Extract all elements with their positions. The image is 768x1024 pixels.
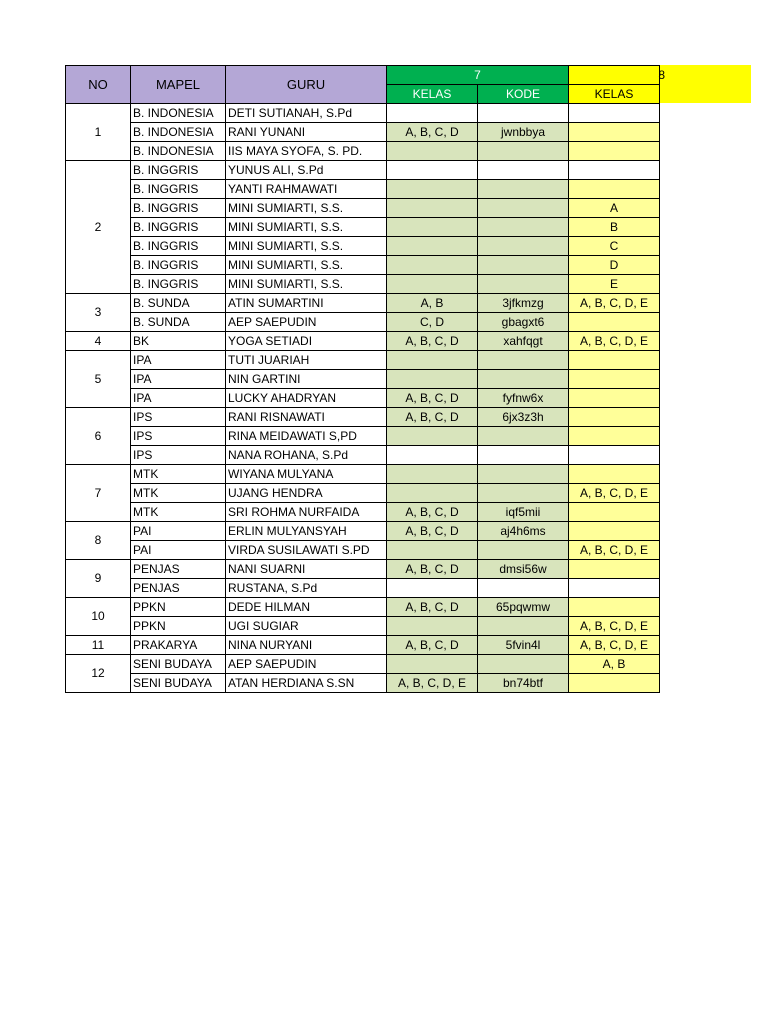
cell-kelas-8[interactable] — [569, 351, 660, 370]
cell-mapel[interactable]: IPS — [131, 427, 226, 446]
cell-mapel[interactable]: IPS — [131, 408, 226, 427]
cell-kelas-8[interactable]: C — [569, 237, 660, 256]
cell-kelas-8[interactable] — [569, 180, 660, 199]
header-guru[interactable]: GURU — [226, 66, 387, 104]
cell-kode-7[interactable] — [478, 427, 569, 446]
cell-kelas-7[interactable] — [387, 199, 478, 218]
cell-kelas-7[interactable] — [387, 180, 478, 199]
cell-kelas-8[interactable] — [569, 503, 660, 522]
cell-kelas-8[interactable] — [569, 446, 660, 465]
cell-kelas-7[interactable] — [387, 484, 478, 503]
cell-guru[interactable]: MINI SUMIARTI, S.S. — [226, 256, 387, 275]
table-row — [66, 218, 660, 237]
cell-kelas-8[interactable]: A — [569, 199, 660, 218]
cell-kelas-8[interactable]: E — [569, 275, 660, 294]
cell-kelas-7[interactable]: A, B, C, D, E — [387, 674, 478, 693]
cell-kelas-8[interactable] — [569, 370, 660, 389]
cell-kode-7[interactable]: fyfnw6x — [478, 389, 569, 408]
cell-kelas-8[interactable]: A, B, C, D, E — [569, 541, 660, 560]
cell-kelas-7[interactable] — [387, 237, 478, 256]
cell-kelas-7[interactable]: A, B — [387, 294, 478, 313]
cell-guru[interactable]: RUSTANA, S.Pd — [226, 579, 387, 598]
cell-no[interactable]: 12 — [66, 655, 131, 693]
cell-kode-7[interactable] — [478, 465, 569, 484]
cell-guru[interactable]: MINI SUMIARTI, S.S. — [226, 275, 387, 294]
teacher-schedule-table — [65, 65, 665, 693]
cell-mapel[interactable]: PAI — [131, 522, 226, 541]
cell-kode-7[interactable] — [478, 161, 569, 180]
table-row — [66, 655, 660, 674]
cell-no[interactable]: 10 — [66, 598, 131, 636]
cell-mapel[interactable]: PENJAS — [131, 579, 226, 598]
cell-kode-7[interactable]: 3jfkmzg — [478, 294, 569, 313]
cell-kode-7[interactable] — [478, 541, 569, 560]
header-mapel[interactable]: MAPEL — [131, 66, 226, 104]
cell-guru[interactable]: ATIN SUMARTINI — [226, 294, 387, 313]
cell-kelas-7[interactable] — [387, 370, 478, 389]
cell-guru[interactable]: NANI SUARNI — [226, 560, 387, 579]
cell-kode-7[interactable] — [478, 218, 569, 237]
cell-mapel[interactable]: B. INGGRIS — [131, 199, 226, 218]
cell-kelas-8[interactable]: D — [569, 256, 660, 275]
cell-mapel[interactable]: B. INDONESIA — [131, 104, 226, 123]
cell-guru[interactable]: DEDE HILMAN — [226, 598, 387, 617]
cell-kelas-8[interactable] — [569, 579, 660, 598]
cell-no[interactable]: 9 — [66, 560, 131, 598]
cell-kode-7[interactable]: jwnbbya — [478, 123, 569, 142]
cell-kelas-7[interactable]: A, B, C, D — [387, 503, 478, 522]
table-row — [66, 465, 660, 484]
cell-kelas-8[interactable] — [569, 522, 660, 541]
cell-kelas-7[interactable]: A, B, C, D — [387, 522, 478, 541]
cell-mapel[interactable]: PPKN — [131, 617, 226, 636]
table-row — [66, 579, 660, 598]
cell-kelas-7[interactable] — [387, 218, 478, 237]
table-row — [66, 522, 660, 541]
cell-guru[interactable]: WIYANA MULYANA — [226, 465, 387, 484]
table-row — [66, 617, 660, 636]
cell-mapel[interactable]: B. SUNDA — [131, 294, 226, 313]
cell-guru[interactable]: DETI SUTIANAH, S.Pd — [226, 104, 387, 123]
cell-guru[interactable]: ERLIN MULYANSYAH — [226, 522, 387, 541]
cell-kelas-8[interactable] — [569, 104, 660, 123]
table-row — [66, 598, 660, 617]
table-row — [66, 237, 660, 256]
cell-kode-7[interactable] — [478, 617, 569, 636]
table-row — [66, 560, 660, 579]
cell-kelas-8[interactable]: A, B, C, D, E — [569, 332, 660, 351]
cell-kode-7[interactable] — [478, 180, 569, 199]
cell-kelas-7[interactable] — [387, 142, 478, 161]
cell-kode-7[interactable]: 6jx3z3h — [478, 408, 569, 427]
cell-kelas-7[interactable]: A, B, C, D — [387, 408, 478, 427]
cell-kode-7[interactable]: 5fvin4l — [478, 636, 569, 655]
cell-kelas-8[interactable]: A, B, C, D, E — [569, 636, 660, 655]
cell-kelas-7[interactable] — [387, 617, 478, 636]
cell-mapel[interactable]: IPA — [131, 389, 226, 408]
cell-kode-7[interactable] — [478, 484, 569, 503]
cell-guru[interactable]: AEP SAEPUDIN — [226, 313, 387, 332]
header-kode-7[interactable]: KODE — [478, 85, 569, 104]
cell-kode-7[interactable] — [478, 370, 569, 389]
table-row — [66, 199, 660, 218]
cell-mapel[interactable]: IPA — [131, 351, 226, 370]
cell-mapel[interactable]: B. INGGRIS — [131, 218, 226, 237]
cell-kelas-7[interactable] — [387, 427, 478, 446]
cell-guru[interactable]: RANI YUNANI — [226, 123, 387, 142]
table-row — [66, 446, 660, 465]
cell-kelas-8[interactable] — [569, 408, 660, 427]
cell-kelas-8[interactable]: A, B, C, D, E — [569, 294, 660, 313]
cell-mapel[interactable]: B. INDONESIA — [131, 142, 226, 161]
cell-kelas-8[interactable] — [569, 313, 660, 332]
table-row — [66, 275, 660, 294]
cell-mapel[interactable]: PAI — [131, 541, 226, 560]
cell-guru[interactable]: MINI SUMIARTI, S.S. — [226, 199, 387, 218]
header-grade-8[interactable] — [569, 66, 665, 85]
cell-mapel[interactable]: B. INGGRIS — [131, 237, 226, 256]
cell-kelas-8[interactable]: B — [569, 218, 660, 237]
cell-kelas-7[interactable]: A, B, C, D — [387, 123, 478, 142]
table-row — [66, 503, 660, 522]
cell-kelas-8[interactable]: A, B, C, D, E — [569, 617, 660, 636]
cell-mapel[interactable]: PENJAS — [131, 560, 226, 579]
cell-mapel[interactable]: BK — [131, 332, 226, 351]
cell-guru[interactable]: NANA ROHANA, S.Pd — [226, 446, 387, 465]
table-row — [66, 142, 660, 161]
cell-guru[interactable]: TUTI JUARIAH — [226, 351, 387, 370]
header-grade-7[interactable]: 7 — [387, 66, 569, 85]
table-row — [66, 313, 660, 332]
cell-mapel[interactable]: B. INDONESIA — [131, 123, 226, 142]
cell-kode-7[interactable] — [478, 199, 569, 218]
cell-mapel[interactable]: MTK — [131, 503, 226, 522]
cell-guru[interactable]: RINA MEIDAWATI S,PD — [226, 427, 387, 446]
cell-guru[interactable]: NINA NURYANI — [226, 636, 387, 655]
cell-guru[interactable]: UJANG HENDRA — [226, 484, 387, 503]
cell-mapel[interactable]: B. SUNDA — [131, 313, 226, 332]
table-row — [66, 427, 660, 446]
cell-mapel[interactable]: B. INGGRIS — [131, 161, 226, 180]
cell-guru[interactable]: YANTI RAHMAWATI — [226, 180, 387, 199]
cell-mapel[interactable]: SENI BUDAYA — [131, 655, 226, 674]
cell-mapel[interactable]: MTK — [131, 465, 226, 484]
cell-kode-7[interactable] — [478, 256, 569, 275]
cell-mapel[interactable]: IPA — [131, 370, 226, 389]
table-row — [66, 541, 660, 560]
cell-kelas-7[interactable] — [387, 161, 478, 180]
cell-guru[interactable]: RANI RISNAWATI — [226, 408, 387, 427]
cell-kelas-7[interactable] — [387, 465, 478, 484]
cell-kelas-8[interactable] — [569, 389, 660, 408]
cell-kelas-8[interactable] — [569, 161, 660, 180]
table-row — [66, 104, 660, 123]
cell-kelas-7[interactable] — [387, 579, 478, 598]
cell-no[interactable]: 11 — [66, 636, 131, 655]
cell-kode-7[interactable] — [478, 237, 569, 256]
cell-kelas-8[interactable]: A, B — [569, 655, 660, 674]
table-row — [66, 674, 660, 693]
cell-kelas-8[interactable] — [569, 674, 660, 693]
cell-kode-7[interactable] — [478, 446, 569, 465]
cell-guru[interactable]: UGI SUGIAR — [226, 617, 387, 636]
header-grade-8-label: 8 — [658, 67, 665, 82]
table-row — [66, 161, 660, 180]
cell-kelas-8[interactable] — [569, 427, 660, 446]
table-row — [66, 636, 660, 655]
cell-guru[interactable]: MINI SUMIARTI, S.S. — [226, 218, 387, 237]
table-body — [66, 104, 660, 693]
cell-kelas-7[interactable] — [387, 275, 478, 294]
header-kelas-7[interactable]: KELAS — [387, 85, 478, 104]
table-row — [66, 484, 660, 503]
cell-guru[interactable]: SRI ROHMA NURFAIDA — [226, 503, 387, 522]
cell-kelas-7[interactable] — [387, 541, 478, 560]
cell-no[interactable]: 7 — [66, 465, 131, 522]
cell-kelas-8[interactable] — [569, 123, 660, 142]
table-row — [66, 332, 660, 351]
cell-guru[interactable]: VIRDA SUSILAWATI S.PD — [226, 541, 387, 560]
table-row — [66, 256, 660, 275]
cell-kode-7[interactable] — [478, 275, 569, 294]
cell-mapel[interactable]: IPS — [131, 446, 226, 465]
cell-kelas-7[interactable] — [387, 655, 478, 674]
cell-no[interactable]: 6 — [66, 408, 131, 465]
table-row — [66, 180, 660, 199]
cell-guru[interactable]: IIS MAYA SYOFA, S. PD. — [226, 142, 387, 161]
cell-mapel[interactable]: PRAKARYA — [131, 636, 226, 655]
header-kelas-8[interactable]: KELAS — [569, 85, 660, 104]
cell-kelas-8[interactable]: A, B, C, D, E — [569, 484, 660, 503]
cell-kelas-7[interactable] — [387, 256, 478, 275]
cell-guru[interactable]: MINI SUMIARTI, S.S. — [226, 237, 387, 256]
cell-kelas-7[interactable] — [387, 351, 478, 370]
cell-no[interactable]: 4 — [66, 332, 131, 351]
cell-kode-7[interactable] — [478, 104, 569, 123]
cell-no[interactable]: 1 — [66, 104, 131, 161]
cell-kode-7[interactable]: aj4h6ms — [478, 522, 569, 541]
cell-no[interactable]: 5 — [66, 351, 131, 408]
cell-no[interactable]: 3 — [66, 294, 131, 332]
cell-mapel[interactable]: PPKN — [131, 598, 226, 617]
cell-kelas-7[interactable]: C, D — [387, 313, 478, 332]
cell-guru[interactable]: LUCKY AHADRYAN — [226, 389, 387, 408]
cell-kelas-8[interactable] — [569, 142, 660, 161]
cell-mapel[interactable]: B. INGGRIS — [131, 275, 226, 294]
table-row — [66, 294, 660, 313]
cell-mapel[interactable]: MTK — [131, 484, 226, 503]
cell-mapel[interactable]: B. INGGRIS — [131, 180, 226, 199]
cell-guru[interactable]: AEP SAEPUDIN — [226, 655, 387, 674]
table-row — [66, 123, 660, 142]
cell-kelas-7[interactable]: A, B, C, D — [387, 389, 478, 408]
cell-kode-7[interactable] — [478, 351, 569, 370]
table-row — [66, 389, 660, 408]
cell-no[interactable]: 8 — [66, 522, 131, 560]
cell-kode-7[interactable]: xahfqgt — [478, 332, 569, 351]
cell-kode-7[interactable]: iqf5mii — [478, 503, 569, 522]
header-no[interactable]: NO — [66, 66, 131, 104]
cell-kode-7[interactable] — [478, 142, 569, 161]
header-row-top — [66, 66, 660, 85]
cell-kelas-7[interactable]: A, B, C, D — [387, 636, 478, 655]
table-row — [66, 351, 660, 370]
cell-guru[interactable]: NIN GARTINI — [226, 370, 387, 389]
cell-kelas-7[interactable]: A, B, C, D — [387, 560, 478, 579]
cell-mapel[interactable]: B. INGGRIS — [131, 256, 226, 275]
cell-guru[interactable]: YOGA SETIADI — [226, 332, 387, 351]
cell-kelas-8[interactable] — [569, 560, 660, 579]
grade-8-header-overflow — [659, 65, 751, 103]
table-row — [66, 370, 660, 389]
cell-kode-7[interactable]: 65pqwmw — [478, 598, 569, 617]
cell-kelas-8[interactable] — [569, 465, 660, 484]
cell-mapel[interactable]: SENI BUDAYA — [131, 674, 226, 693]
cell-kelas-7[interactable] — [387, 446, 478, 465]
cell-kode-7[interactable] — [478, 579, 569, 598]
cell-kode-7[interactable] — [478, 655, 569, 674]
cell-kode-7[interactable]: dmsi56w — [478, 560, 569, 579]
table-row — [66, 408, 660, 427]
cell-kelas-7[interactable] — [387, 104, 478, 123]
cell-kelas-7[interactable]: A, B, C, D — [387, 598, 478, 617]
cell-kode-7[interactable]: bn74btf — [478, 674, 569, 693]
cell-kode-7[interactable]: gbagxt6 — [478, 313, 569, 332]
cell-guru[interactable]: ATAN HERDIANA S.SN — [226, 674, 387, 693]
cell-kelas-7[interactable]: A, B, C, D — [387, 332, 478, 351]
cell-no[interactable]: 2 — [66, 161, 131, 294]
cell-guru[interactable]: YUNUS ALI, S.Pd — [226, 161, 387, 180]
cell-kelas-8[interactable] — [569, 598, 660, 617]
